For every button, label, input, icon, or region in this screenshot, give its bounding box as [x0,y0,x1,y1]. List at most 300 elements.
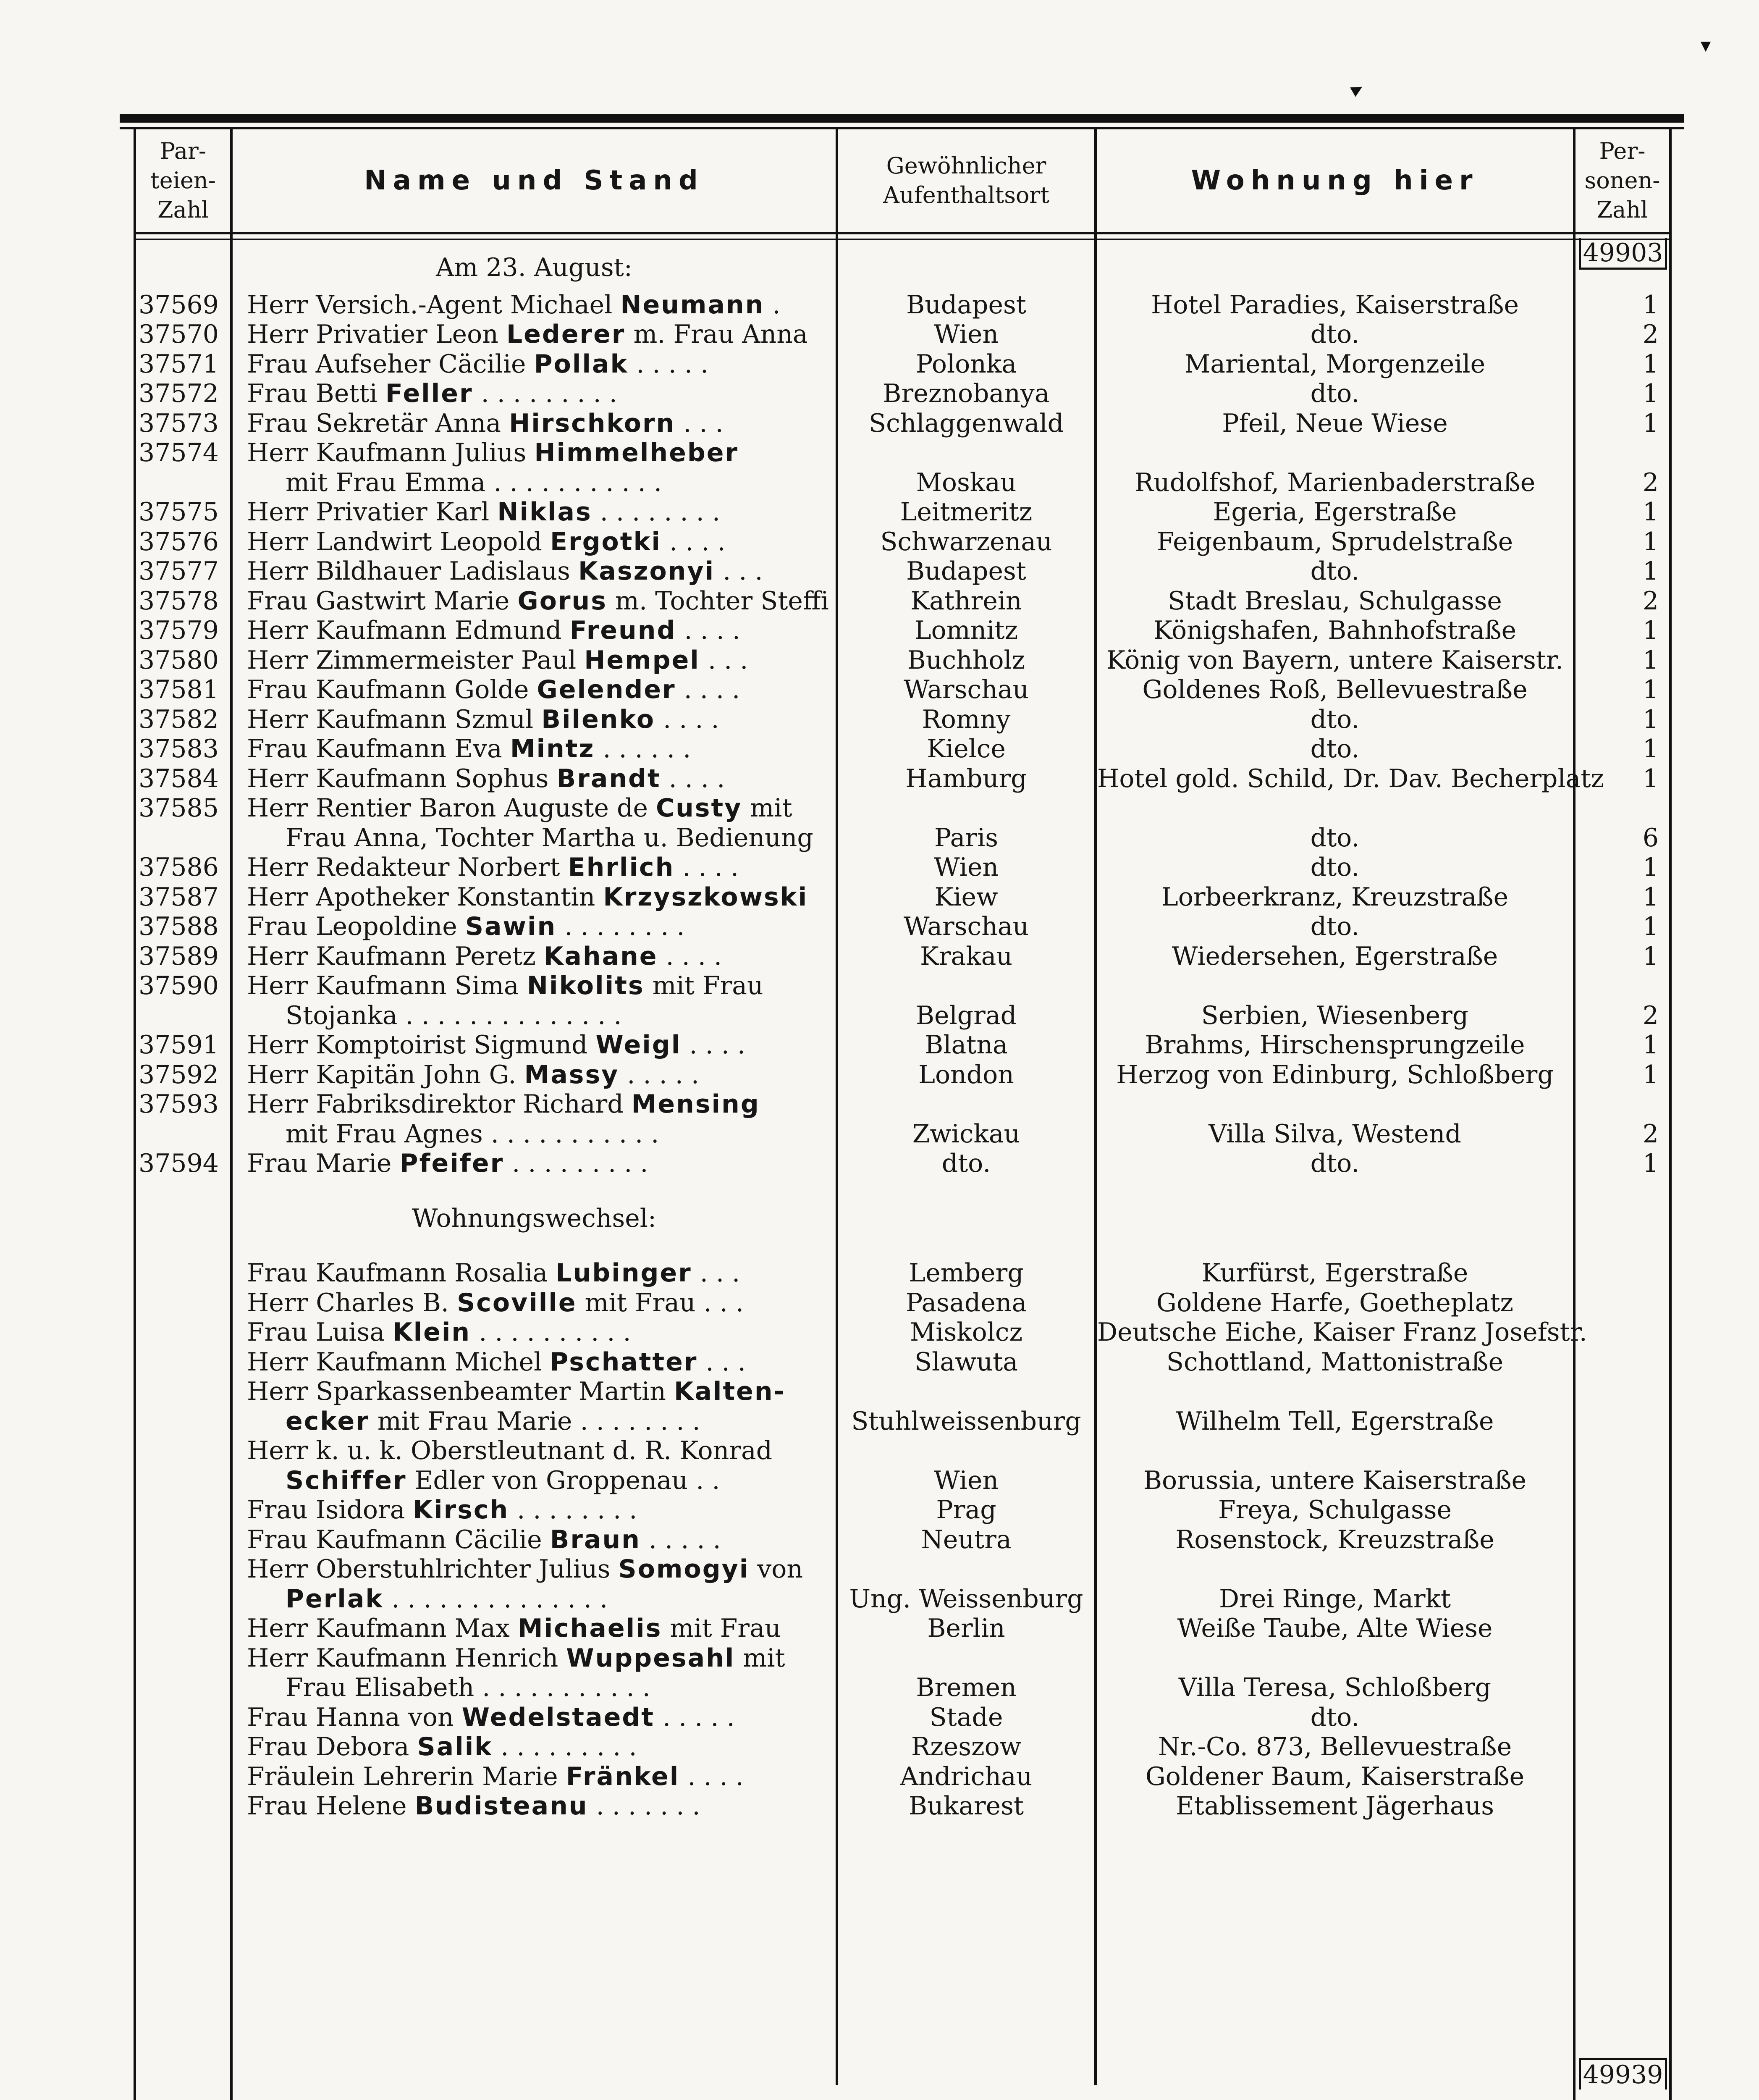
name-prefix: Herr Kaufmann Julius [247,438,535,467]
name-cell [247,882,834,912]
parteien-zahl-cell [139,882,229,912]
name-suffix: . . . . [674,853,739,882]
aufenthaltsort-cell [839,675,1094,704]
surname: Pschatter [550,1347,698,1377]
name-cell [247,1436,834,1465]
surname: Nikolits [527,971,645,1000]
personen-zahl-cell [1576,705,1659,734]
name-suffix: mit Frau [644,971,763,1000]
aufenthaltsort: dto. [941,1149,991,1178]
personen-count: 2 [1642,586,1659,616]
aufenthaltsort: Blatna [925,1030,1008,1060]
wohnung: Rudolfshof, Marienbaderstraße [1134,467,1536,497]
surname: Custy [656,793,742,823]
wohnung-cell [1097,1318,1587,1347]
wohnung-cell [1097,1001,1573,1030]
name-prefix: Frau Kaufmann Cäcilie [247,1525,550,1554]
aufenthaltsort: Polonka [915,349,1017,379]
aufenthaltsort: Miskolcz [910,1318,1023,1347]
name-prefix: Herr Privatier Karl [247,497,498,527]
surname: Pollak [534,349,629,379]
parteien-zahl-cell [139,556,229,586]
wohnung: Goldenes Roß, Bellevuestraße [1142,675,1528,704]
aufenthaltsort-cell [839,1732,1094,1761]
surname: Budisteanu [414,1791,588,1821]
aufenthaltsort: Budapest [906,556,1026,586]
personen-count: 6 [1642,823,1659,853]
surname: Brandt [556,764,661,793]
wohnung: Brahms, Hirschensprungzeile [1145,1030,1525,1060]
parteien-zahl-cell [139,527,229,556]
wohnung: Villa Silva, Westend [1208,1119,1461,1149]
aufenthaltsort-cell [839,468,1094,497]
name-prefix: Herr Kaufmann Sophus [247,764,557,793]
name-prefix: Herr Charles B. [247,1288,457,1318]
name-continuation: mit Frau Agnes . . . . . . . . . . . [286,1119,659,1149]
wohnung-cell [1097,646,1573,675]
wohnung-cell [1097,1703,1573,1732]
name-continuation-cell [286,468,873,497]
name-continuation: mit Frau Marie . . . . . . . . [369,1406,700,1436]
surname-continued: Perlak [286,1584,384,1614]
name-cell [247,1495,834,1525]
name-suffix: . . . . . . . . . [493,1732,637,1761]
wohnung: dto. [1310,320,1360,349]
personen-count: 1 [1642,408,1659,438]
parteien-zahl-cell [139,734,229,764]
name-cell [247,942,834,971]
name-suffix: . . . . [661,527,726,556]
name-cell [247,1377,834,1406]
aufenthaltsort: Andrichau [900,1761,1033,1791]
personen-zahl-cell [1576,1030,1659,1060]
header-aufenthaltsort [839,131,1094,230]
entry-number: 37581 [139,675,219,704]
name-prefix: Herr Komptoirist Sigmund [247,1030,596,1060]
name-continuation: mit Frau Emma . . . . . . . . . . . [286,467,662,497]
aufenthaltsort-cell [839,1762,1094,1791]
wohnung: Feigenbaum, Sprudelstraße [1156,527,1513,556]
name-cell [247,853,834,882]
name-prefix: Herr Kaufmann Peretz [247,941,544,971]
personen-count: 1 [1642,616,1659,645]
header-wohnung-label: Wohnung hier [1191,165,1479,196]
name-prefix: Frau Luisa [247,1318,393,1347]
aufenthaltsort: Krakau [920,941,1013,971]
name-continuation-cell [286,1673,873,1702]
name-cell [247,1030,834,1060]
personen-zahl-cell [1576,1060,1659,1089]
aufenthaltsort: Warschau [903,912,1029,941]
wohnung-cell [1097,882,1573,912]
name-suffix: . . . . [676,675,740,704]
name-suffix: m. Tochter Steffi [607,586,829,616]
entry-number: 37591 [139,1030,219,1060]
parteien-zahl-cell [139,379,229,408]
surname: Lubinger [556,1258,692,1288]
name-prefix: Herr Privatier Leon [247,320,506,349]
wohnung-cell [1097,1614,1573,1643]
name-suffix: . . . . . [619,1060,699,1089]
aufenthaltsort-cell [839,349,1094,379]
aufenthaltsort: Rzeszow [911,1732,1022,1761]
name-suffix: . . . [700,645,748,675]
wohnung-cell [1097,290,1573,320]
aufenthaltsort-cell [839,1288,1094,1318]
personen-count: 1 [1642,290,1659,320]
wohnung-cell [1097,1791,1573,1821]
personen-zahl-cell [1576,853,1659,882]
surname: Fränkel [566,1761,680,1791]
entry-number: 37571 [139,349,219,379]
personen-count: 1 [1642,349,1659,379]
wohnung: Mariental, Morgenzeile [1184,349,1486,379]
aufenthaltsort-cell [839,1030,1094,1060]
personen-count: 1 [1642,941,1659,971]
surname: Wuppesahl [566,1643,735,1673]
wohnung: Goldener Baum, Kaiserstraße [1145,1761,1525,1791]
aufenthaltsort-cell [839,586,1094,616]
surname: Klein [393,1318,471,1347]
name-suffix: . . . . [676,616,740,645]
personen-zahl-cell [1576,290,1659,320]
personen-count: 1 [1642,497,1659,527]
name-prefix: Herr Apotheker Konstantin [247,882,603,912]
entry-number: 37590 [139,971,219,1000]
wohnung-cell [1097,1584,1573,1614]
name-cell [247,1732,834,1761]
personen-zahl-cell [1576,823,1659,853]
column-divider [1573,128,1575,2100]
name-suffix: mit [742,793,792,823]
name-prefix: Frau Betti [247,379,385,408]
entry-number: 37572 [139,379,219,408]
entry-number: 37583 [139,734,219,764]
wohnung: Weiße Taube, Alte Wiese [1177,1614,1493,1643]
name-cell [247,320,834,349]
name-cell [247,734,834,764]
wohnung: Wilhelm Tell, Egerstraße [1176,1406,1494,1436]
name-prefix: Herr Redakteur Norbert [247,853,568,882]
surname: Bilenko [541,704,655,734]
parteien-zahl-cell [139,675,229,704]
name-prefix: Herr Versich.-Agent Michael [247,290,621,320]
wohnung: dto. [1310,556,1360,586]
surname: Niklas [497,497,592,527]
wohnung: Drei Ringe, Markt [1219,1584,1451,1614]
name-prefix: Herr Rentier Baron Auguste de [247,793,656,823]
aufenthaltsort: Kiew [934,882,998,912]
parteien-zahl-cell [139,646,229,675]
aufenthaltsort-cell [839,912,1094,941]
name-cell [247,793,834,823]
personen-zahl-cell [1576,320,1659,349]
wohnung: Wiedersehen, Egerstraße [1172,941,1498,971]
entry-number: 37573 [139,408,219,438]
surname: Kirsch [413,1495,509,1525]
name-cell [247,1762,834,1791]
personen-zahl-cell [1576,468,1659,497]
name-prefix: Frau Leopoldine [247,912,465,941]
name-prefix: Frau Helene [247,1791,415,1821]
header-wohnung-hier [1097,131,1573,230]
wohnung: Kurfürst, Egerstraße [1201,1258,1468,1288]
wohnung: Egeria, Egerstraße [1213,497,1457,527]
wohnung-cell [1097,379,1573,408]
parteien-zahl-cell [139,705,229,734]
surname: Hirschkorn [509,408,676,438]
aufenthaltsort: Wien [934,853,999,882]
aufenthaltsort: Lemberg [909,1258,1024,1288]
surname: Braun [550,1525,641,1554]
name-cell [247,646,834,675]
aufenthaltsort: Ung. Weissenburg [849,1584,1083,1614]
aufenthaltsort: Leitmeritz [900,497,1033,527]
personen-zahl-cell [1576,1119,1659,1149]
name-suffix: . . . [675,408,724,438]
header-rule-thin [134,239,1671,240]
parteien-zahl-cell [139,853,229,882]
name-suffix: m. Frau Anna [625,320,808,349]
name-cell [247,1258,834,1288]
name-cell [247,1318,834,1347]
aufenthaltsort-cell [839,1001,1094,1030]
aufenthaltsort-cell [839,1614,1094,1643]
personen-count: 1 [1642,734,1659,764]
aufenthaltsort: Budapest [906,290,1026,320]
name-prefix: Frau Kaufmann Golde [247,675,537,704]
name-continuation: Edler von Groppenau . . [406,1465,720,1495]
aufenthaltsort: Hamburg [905,764,1027,793]
header-name-label: Name und Stand [364,165,704,196]
wohnung-cell [1097,1030,1573,1060]
name-cell [247,1643,834,1673]
name-cell [247,1525,834,1554]
entry-number: 37580 [139,645,219,675]
aufenthaltsort: Wien [934,1465,999,1495]
personen-count: 1 [1642,675,1659,704]
name-prefix: Herr Kaufmann Sima [247,971,527,1000]
aufenthaltsort-cell [839,1119,1094,1149]
name-suffix: . . . . . [640,1525,721,1554]
wohnung-cell [1097,1732,1573,1761]
wohnung-cell [1097,586,1573,616]
aufenthaltsort: Berlin [927,1614,1005,1643]
aufenthaltsort-cell [839,764,1094,793]
personen-count: 2 [1642,1000,1659,1030]
surname: Massy [524,1060,619,1089]
name-continuation-cell [286,1119,873,1149]
top-rule-thin [120,127,1684,129]
name-suffix: . . . . . [628,349,709,379]
aufenthaltsort: Belgrad [915,1000,1017,1030]
name-continuation-cell [286,1584,873,1614]
name-cell [247,1288,834,1318]
surname: Somogyi [618,1554,750,1584]
parteien-zahl-cell [139,1060,229,1089]
wohnung-cell [1097,556,1573,586]
name-cell [247,971,834,1000]
name-prefix: Herr Kapitän John G. [247,1060,524,1089]
personen-zahl-cell [1576,349,1659,379]
surname: Himmelheber [534,438,739,467]
aufenthaltsort: Pasadena [905,1288,1027,1318]
personen-count: 1 [1642,1030,1659,1060]
wohnung: Rosenstock, Kreuzstraße [1175,1525,1494,1554]
aufenthaltsort-cell [839,882,1094,912]
wohnung: Nr.-Co. 873, Bellevuestraße [1158,1732,1512,1761]
aufenthaltsort: Moskau [916,467,1017,497]
header-parteien-zahl [136,131,230,230]
personen-zahl-cell [1576,497,1659,527]
name-prefix: Herr Kaufmann Edmund [247,616,570,645]
wohnung-cell [1097,1149,1573,1178]
name-continuation: Frau Elisabeth . . . . . . . . . . . [286,1673,650,1702]
surname: Neumann [620,290,765,320]
entry-number: 37592 [139,1060,219,1089]
name-suffix: . . . [692,1258,740,1288]
wohnung-cell [1097,1762,1573,1791]
entry-number: 37593 [139,1089,219,1119]
personen-zahl-cell [1576,379,1659,408]
aufenthaltsort-cell [839,497,1094,527]
name-cell [247,409,834,438]
running-total-end: 49939 [1579,2058,1667,2090]
name-prefix: Herr Bildhauer Ladislaus [247,556,578,586]
aufenthaltsort: London [918,1060,1014,1089]
name-cell [247,1703,834,1732]
name-cell [247,1614,834,1643]
wohnung-cell [1097,1347,1573,1377]
parteien-zahl-cell [139,616,229,645]
entry-number: 37569 [139,290,219,320]
parteien-zahl-cell [139,438,229,467]
header-ort-label: Gewöhnlicher Aufenthaltsort [883,152,1049,208]
wohnung: Pfeil, Neue Wiese [1222,408,1448,438]
aufenthaltsort: Bremen [916,1673,1017,1702]
name-prefix: Frau Debora [247,1732,417,1761]
name-prefix: Herr Kaufmann Henrich [247,1643,566,1673]
aufenthaltsort-cell [839,1258,1094,1288]
surname-continued: Schiffer [286,1465,407,1495]
personen-zahl-cell [1576,556,1659,586]
header-rule [134,232,1671,234]
name-prefix: Frau Kaufmann Eva [247,734,510,764]
aufenthaltsort: Wien [934,320,999,349]
surname-continued: ecker [286,1406,370,1436]
aufenthaltsort: Zwickau [912,1119,1020,1149]
personen-count: 1 [1642,1060,1659,1089]
parteien-zahl-cell [139,942,229,971]
name-cell [247,616,834,645]
personen-count: 1 [1642,527,1659,556]
column-divider [1669,128,1672,2100]
wohnung: dto. [1310,823,1360,853]
name-suffix: . . . . . . . . . [504,1149,648,1178]
wohnung: Villa Teresa, Schloßberg [1178,1673,1492,1702]
name-suffix: . . . . . . . . [509,1495,637,1525]
personen-count: 1 [1642,704,1659,734]
wohnung: Königshafen, Bahnhofstraße [1153,616,1517,645]
wohnung-cell [1097,1407,1573,1436]
surname: Kaszonyi [578,556,715,586]
personen-count: 2 [1642,320,1659,349]
surname: Kalten- [674,1377,786,1406]
personen-zahl-cell [1576,912,1659,941]
name-suffix: . . . . . . . . . [473,379,617,408]
surname: Freund [569,616,676,645]
wohnung-cell [1097,942,1573,971]
parteien-zahl-cell [139,497,229,527]
wohnung: Lorbeerkranz, Kreuzstraße [1161,882,1509,912]
aufenthaltsort-cell [839,1584,1094,1614]
surname: Feller [385,379,473,408]
wohnung: Freya, Schulgasse [1218,1495,1452,1525]
aufenthaltsort: Breznobanya [883,379,1050,408]
wohnung: dto. [1310,1149,1360,1178]
name-suffix: . . . . . [654,1702,735,1732]
entry-number: 37588 [139,912,219,941]
aufenthaltsort-cell [839,290,1094,320]
personen-zahl-cell [1576,586,1659,616]
entry-number: 37582 [139,704,219,734]
wohnung-cell [1097,1060,1573,1089]
aufenthaltsort: Lomnitz [914,616,1018,645]
name-prefix: Herr Kaufmann Michel [247,1347,550,1377]
name-continuation-cell [286,1001,873,1030]
name-cell [247,675,834,704]
personen-zahl-cell [1576,942,1659,971]
name-cell [247,290,834,320]
name-suffix: . . . . . . . . . . [471,1318,631,1347]
surname: Kahane [543,941,658,971]
entry-number: 37585 [139,793,219,823]
personen-zahl-cell [1576,882,1659,912]
parteien-zahl-cell [139,793,229,823]
wohnung-cell [1097,705,1573,734]
name-prefix: Herr Sparkassenbeamter Martin [247,1377,674,1406]
parteien-zahl-cell [139,1089,229,1119]
corner-mark-icon: ▾ [1701,34,1711,57]
name-suffix: . . . [697,1347,746,1377]
aufenthaltsort-cell [839,1673,1094,1702]
aufenthaltsort-cell [839,1318,1094,1347]
wohnung-cell [1097,320,1573,349]
parteien-zahl-cell [139,290,229,320]
name-cell [247,1347,834,1377]
parteien-zahl-cell [139,1030,229,1060]
stray-mark-icon: ▸ [1345,74,1368,102]
aufenthaltsort-cell [839,379,1094,408]
wohnung: Goldene Harfe, Goetheplatz [1156,1288,1513,1318]
wohnung: Stadt Breslau, Schulgasse [1168,586,1502,616]
wohnung-cell [1097,1495,1573,1525]
name-suffix: mit [735,1643,785,1673]
name-cell [247,1791,834,1821]
personen-count: 2 [1642,1119,1659,1149]
aufenthaltsort: Stuhlweissenburg [851,1406,1081,1436]
wohnung-cell [1097,1525,1573,1554]
name-prefix: Frau Gastwirt Marie [247,586,518,616]
surname: Hempel [584,645,700,675]
name-suffix: . . . . [681,1030,745,1060]
name-cell [247,1060,834,1089]
wohnung-cell [1097,527,1573,556]
name-prefix: Fräulein Lehrerin Marie [247,1761,566,1791]
aufenthaltsort: Buchholz [907,645,1025,675]
wohnung-cell [1097,1466,1573,1495]
wohnung-cell [1097,912,1573,941]
